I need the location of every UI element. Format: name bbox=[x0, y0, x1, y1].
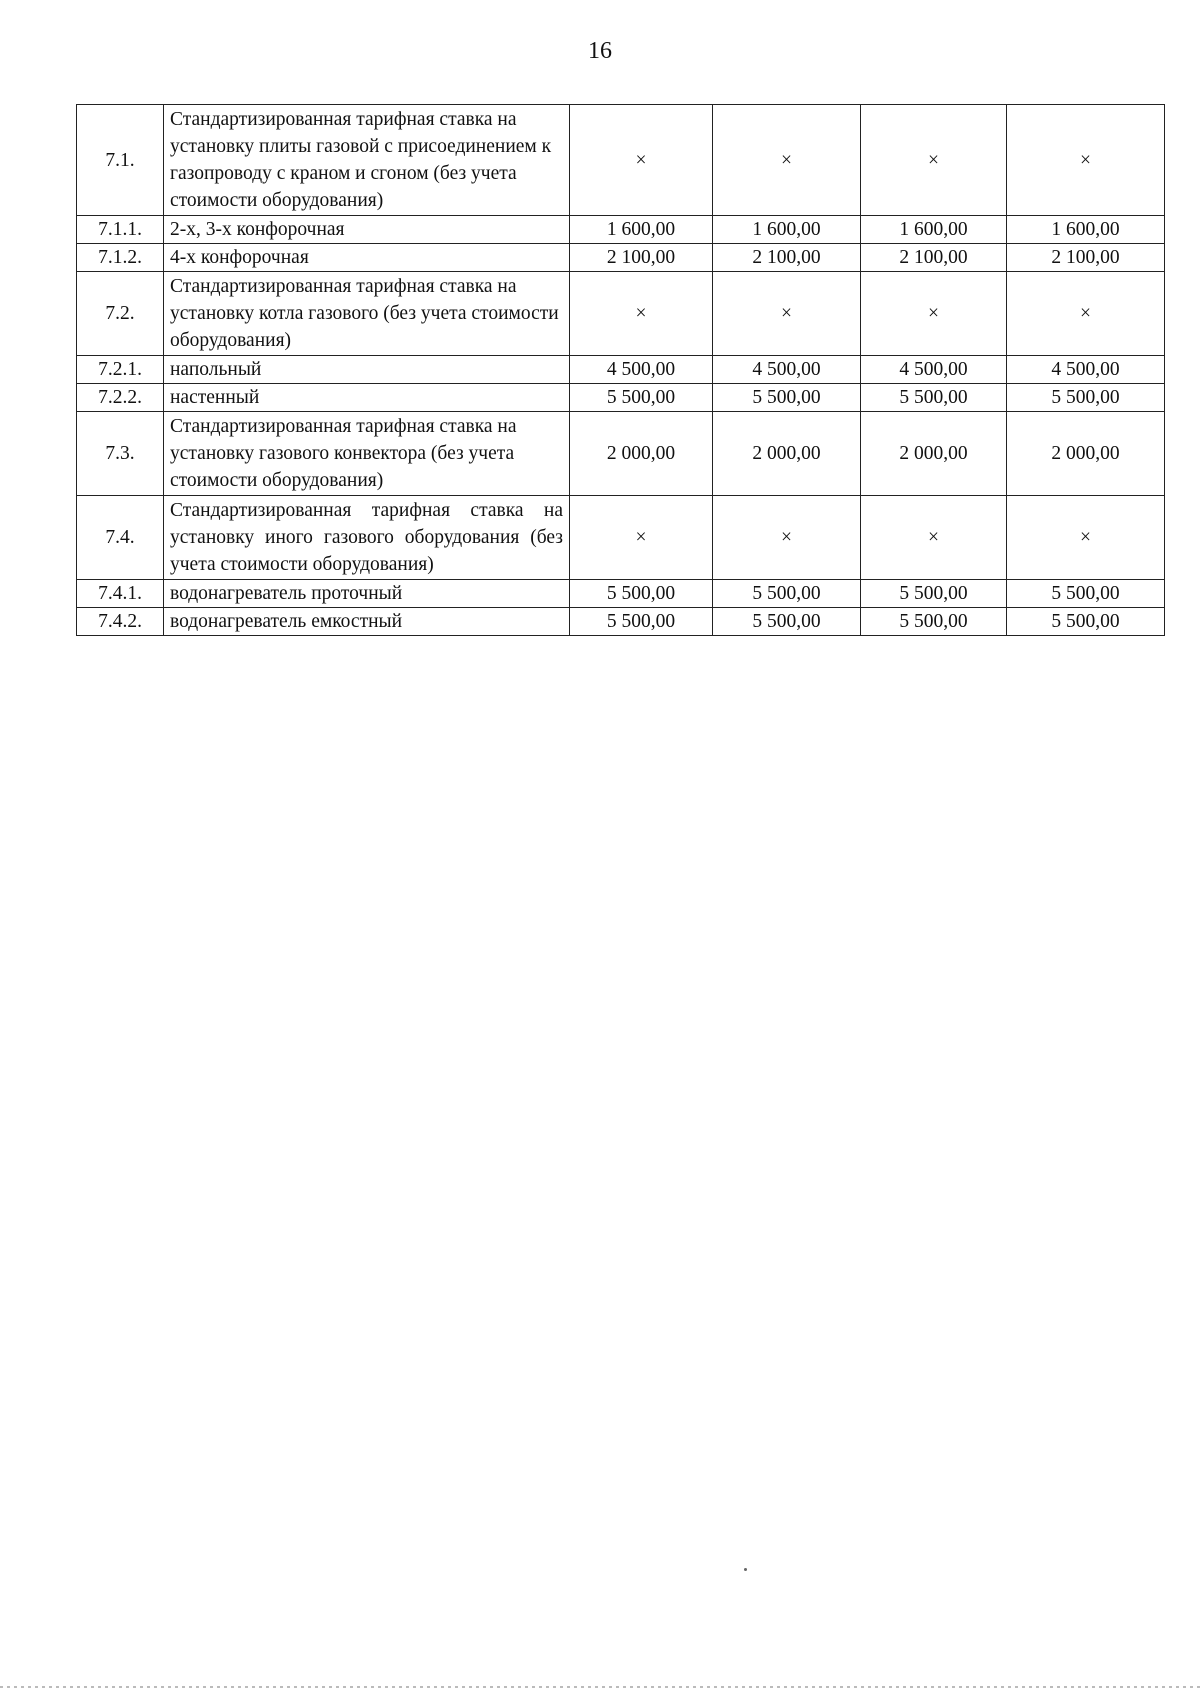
row-value: 1 600,00 bbox=[861, 216, 1007, 244]
row-number: 7.1. bbox=[77, 105, 164, 216]
table-row bbox=[77, 412, 1165, 496]
row-value: 4 500,00 bbox=[861, 356, 1007, 384]
row-value: 2 000,00 bbox=[861, 412, 1007, 496]
scan-edge-line bbox=[0, 1686, 1200, 1688]
row-number: 7.4.2. bbox=[77, 608, 164, 636]
table-row bbox=[77, 216, 1165, 244]
row-value: × bbox=[1007, 496, 1165, 580]
row-value: × bbox=[861, 105, 1007, 216]
row-value: 4 500,00 bbox=[1007, 356, 1165, 384]
row-description: Стандартизированная тарифная ставка на установку газового конвектора (без учета стоимости оборудования) bbox=[164, 412, 570, 496]
row-value: 5 500,00 bbox=[861, 580, 1007, 608]
row-number: 7.2.2. bbox=[77, 384, 164, 412]
row-number: 7.4. bbox=[77, 496, 164, 580]
row-number: 7.2. bbox=[77, 272, 164, 356]
table-row bbox=[77, 496, 1165, 580]
row-description: Стандартизированная тарифная ставка на установку котла газового (без учета стоимости оборудования) bbox=[164, 272, 570, 356]
table-row bbox=[77, 608, 1165, 636]
row-value: 5 500,00 bbox=[570, 580, 713, 608]
row-value: 2 100,00 bbox=[1007, 244, 1165, 272]
row-value: × bbox=[1007, 105, 1165, 216]
row-value: × bbox=[713, 105, 861, 216]
row-value: 1 600,00 bbox=[570, 216, 713, 244]
row-description: 2-х, 3-х конфорочная bbox=[164, 216, 570, 244]
row-value: × bbox=[570, 496, 713, 580]
table-row bbox=[77, 272, 1165, 356]
row-description: 4-х конфорочная bbox=[164, 244, 570, 272]
row-value: × bbox=[861, 272, 1007, 356]
row-value: × bbox=[570, 105, 713, 216]
row-value: × bbox=[713, 272, 861, 356]
row-value: × bbox=[861, 496, 1007, 580]
row-value: 4 500,00 bbox=[713, 356, 861, 384]
table-row bbox=[77, 105, 1165, 216]
row-value: 5 500,00 bbox=[1007, 384, 1165, 412]
row-number: 7.2.1. bbox=[77, 356, 164, 384]
table-row bbox=[77, 356, 1165, 384]
table-row bbox=[77, 244, 1165, 272]
row-number: 7.1.1. bbox=[77, 216, 164, 244]
row-value: 2 100,00 bbox=[713, 244, 861, 272]
row-value: × bbox=[1007, 272, 1165, 356]
row-value: 2 000,00 bbox=[570, 412, 713, 496]
row-value: 1 600,00 bbox=[1007, 216, 1165, 244]
tariff-table bbox=[76, 104, 1165, 636]
row-value: × bbox=[570, 272, 713, 356]
page-number: 16 bbox=[588, 38, 612, 64]
row-description: Стандартизированная тарифная ставка на установку плиты газовой с присоединением к газопроводу с краном и сгоном (без учета стоимости оборудования) bbox=[164, 105, 570, 216]
row-value: 5 500,00 bbox=[861, 384, 1007, 412]
row-description: Стандартизированная тарифная ставка на установку иного газового оборудования (без учета стоимости оборудования) bbox=[164, 496, 570, 580]
table-row bbox=[77, 580, 1165, 608]
row-value: 5 500,00 bbox=[570, 608, 713, 636]
table-row bbox=[77, 384, 1165, 412]
row-value: 2 000,00 bbox=[713, 412, 861, 496]
row-value: 5 500,00 bbox=[570, 384, 713, 412]
row-number: 7.4.1. bbox=[77, 580, 164, 608]
row-value: 5 500,00 bbox=[1007, 608, 1165, 636]
row-value: 5 500,00 bbox=[713, 580, 861, 608]
row-value: 5 500,00 bbox=[713, 384, 861, 412]
row-description: водонагреватель емкостный bbox=[164, 608, 570, 636]
row-value: 5 500,00 bbox=[713, 608, 861, 636]
row-description: водонагреватель проточный bbox=[164, 580, 570, 608]
row-number: 7.3. bbox=[77, 412, 164, 496]
row-description: настенный bbox=[164, 384, 570, 412]
row-value: 2 100,00 bbox=[861, 244, 1007, 272]
scan-speck bbox=[744, 1568, 747, 1571]
row-value: 5 500,00 bbox=[861, 608, 1007, 636]
row-value: × bbox=[713, 496, 861, 580]
row-number: 7.1.2. bbox=[77, 244, 164, 272]
row-value: 4 500,00 bbox=[570, 356, 713, 384]
row-value: 1 600,00 bbox=[713, 216, 861, 244]
row-value: 2 100,00 bbox=[570, 244, 713, 272]
row-value: 5 500,00 bbox=[1007, 580, 1165, 608]
row-description: напольный bbox=[164, 356, 570, 384]
row-value: 2 000,00 bbox=[1007, 412, 1165, 496]
